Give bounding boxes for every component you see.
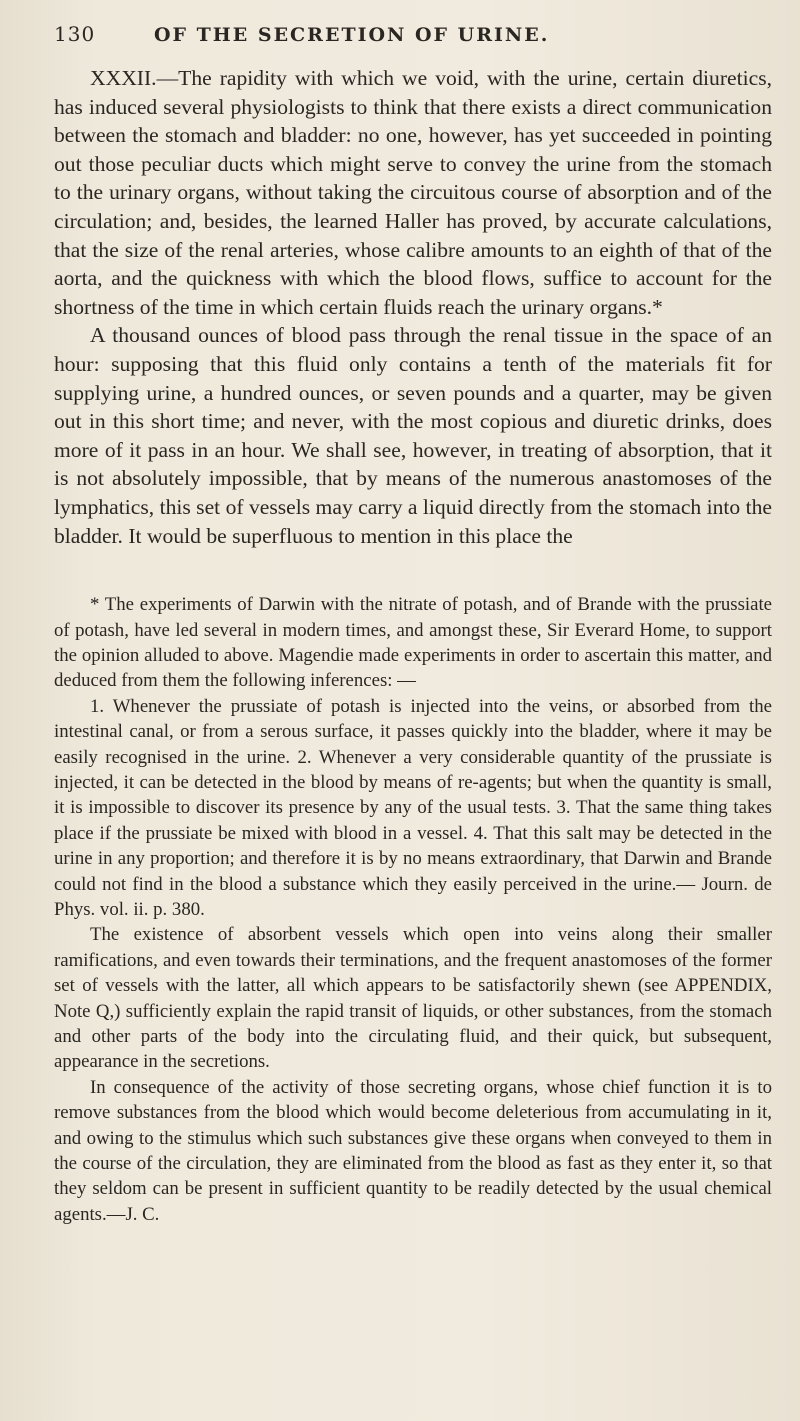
paragraph-xxxii: XXXII.—The rapidity with which we void, with the urine, certain diuretics, has induced several physiologists to think that there exists a direct communication between the stomach and bladder: no one, however, has yet succeeded in pointing out those peculiar ducts which might serve to convey the urine from the stomach to the urinary organs, without taking the circuitous course of absorption and of the circulation; and, besides, the learned Haller has proved, by accurate calculations, that the size of the renal arteries, whose calibre amounts to an eighth of that of the aorta, and the quickness with which the blood flows, suffice to account for the shortness of the time in which certain fluids reach the urinary organs.* bbox=[54, 66, 772, 319]
page-number: 130 bbox=[54, 22, 96, 46]
running-head: OF THE SECRETION OF URINE. bbox=[154, 24, 550, 46]
footnotes bbox=[54, 592, 772, 1227]
main-text bbox=[54, 64, 772, 550]
paragraph-renal-blood: A thousand ounces of blood pass through the renal tissue in the space of an hour: supposing that this fluid only contains a tenth of the materials fit for supplying urine, a hundred ounces, or seven pounds and a quarter, may be given out in this short time; and never, with the most copious and diuretic drinks, does more of it pass in an hour. We shall see, however, in treating of absorption, that it is not absolutely impossible, that by means of the numerous anastomoses of the lymphatics, this set of vessels may carry a liquid directly from the stomach into the bladder. It would be superfluous to mention in this place the bbox=[54, 323, 772, 548]
footnote-darwin-brande: * The experiments of Darwin with the nitrate of potash, and of Brande with the prussiate of potash, have led several in modern times, and amongst these, Sir Everard Home, to support the opinion alluded to above. Magendie made experiments in order to ascertain this matter, and deduced from them the following inferences: — bbox=[54, 594, 772, 692]
page-header bbox=[54, 22, 772, 46]
footnote-absorbent-vessels: The existence of absorbent vessels which open into veins along their smaller ramifications, and even towards their terminations, and the frequent anastomoses of the former set of vessels with the latter, all which appears to be satisfactorily shewn (see APPENDIX, Note Q,) sufficiently explain the rapid transit of liquids, or other substances, from the stomach and other parts of the body into the circulating fluid, and their quick, but subsequent, appearance in the secretions. bbox=[54, 924, 772, 1073]
footnote-secreting-organs: In consequence of the activity of those secreting organs, whose chief function it is to remove substances from the blood which would become deleterious from accumulating in it, and owing to the stimulus which such substances give these organs when conveyed to them in the course of the circulation, they are eliminated from the blood as fast as they enter it, so that they seldom can be present in sufficient quantity to be readily detected by the usual chemical agents.—J. C. bbox=[54, 1076, 772, 1225]
footnote-magendie-inferences: 1. Whenever the prussiate of potash is injected into the veins, or absorbed from the intestinal canal, or from a serous surface, it passes quickly into the bladder, where it may be easily recognised in the urine. 2. Whenever a very considerable quantity of the prussiate is injected, it can be detected in the blood by means of re-agents; but when the quantity is small, it is impossible to discover its presence by any of the usual tests. 3. That the same thing takes place if the prussiate be mixed with blood in a vessel. 4. That this salt may be detected in the urine in any proportion; and therefore it is by no means extraordinary, that Darwin and Brande could not find in the blood a substance which they easily perceived in the urine.— Journ. de Phys. vol. ii. p. 380. bbox=[54, 695, 772, 920]
